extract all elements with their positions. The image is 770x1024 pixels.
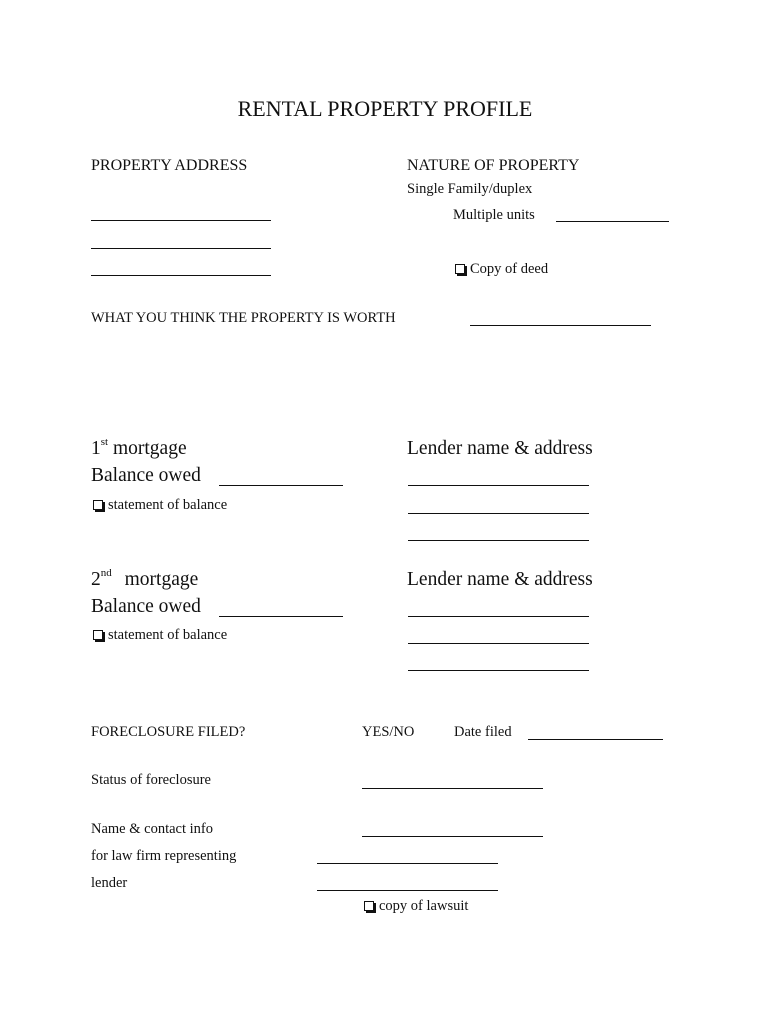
first-statement-item[interactable] bbox=[93, 497, 227, 514]
ordinal-suffix: nd bbox=[100, 567, 112, 579]
contact-info-field-3[interactable] bbox=[317, 890, 498, 891]
mortgage-word: mortgage bbox=[112, 438, 187, 459]
first-lender-line-2[interactable] bbox=[408, 513, 589, 514]
multiple-units-field[interactable] bbox=[556, 221, 669, 222]
page-title: RENTAL PROPERTY PROFILE bbox=[237, 96, 533, 121]
property-address-line-1[interactable] bbox=[91, 220, 271, 221]
multiple-units-label: Multiple units bbox=[453, 207, 535, 223]
copy-of-lawsuit-item[interactable] bbox=[364, 898, 468, 915]
property-address-line-2[interactable] bbox=[91, 248, 271, 249]
second-lender-label: Lender name & address bbox=[407, 569, 593, 590]
property-worth-label: WHAT YOU THINK THE PROPERTY IS WORTH bbox=[91, 310, 396, 326]
mortgage-word: mortgage bbox=[124, 569, 199, 590]
second-lender-line-2[interactable] bbox=[408, 643, 589, 644]
property-worth-field[interactable] bbox=[470, 325, 651, 326]
second-statement-label: statement of balance bbox=[108, 627, 228, 643]
copy-of-deed-label: Copy of deed bbox=[470, 261, 549, 277]
second-mortgage-heading bbox=[91, 569, 198, 591]
foreclosure-status-label: Status of foreclosure bbox=[91, 772, 211, 788]
contact-info-label-1: Name & contact info bbox=[91, 821, 213, 837]
copy-of-lawsuit-label: copy of lawsuit bbox=[379, 898, 469, 914]
second-statement-item[interactable] bbox=[93, 627, 227, 644]
single-family-option: Single Family/duplex bbox=[407, 181, 533, 197]
copy-of-deed-item[interactable] bbox=[455, 261, 548, 278]
ordinal-number: 2 bbox=[91, 569, 101, 590]
foreclosure-filed-label: FORECLOSURE FILED? bbox=[91, 724, 246, 740]
first-balance-field[interactable] bbox=[219, 485, 343, 486]
date-filed-label: Date filed bbox=[454, 724, 512, 740]
first-mortgage-heading bbox=[91, 438, 187, 460]
checkbox-icon[interactable] bbox=[455, 264, 465, 274]
first-statement-label: statement of balance bbox=[108, 497, 228, 513]
ordinal-number: 1 bbox=[91, 438, 101, 459]
second-lender-line-3[interactable] bbox=[408, 670, 589, 671]
property-address-label: PROPERTY ADDRESS bbox=[91, 157, 248, 174]
contact-info-field-2[interactable] bbox=[317, 863, 498, 864]
first-lender-line-1[interactable] bbox=[408, 485, 589, 486]
second-balance-field[interactable] bbox=[219, 616, 343, 617]
first-balance-label: Balance owed bbox=[91, 465, 201, 486]
checkbox-icon[interactable] bbox=[93, 630, 103, 640]
second-balance-label: Balance owed bbox=[91, 596, 201, 617]
foreclosure-status-field[interactable] bbox=[362, 788, 543, 789]
contact-info-field-1[interactable] bbox=[362, 836, 543, 837]
ordinal-suffix: st bbox=[100, 436, 109, 448]
checkbox-icon[interactable] bbox=[364, 901, 374, 911]
contact-info-label-3: lender bbox=[91, 875, 128, 891]
nature-of-property-label: NATURE OF PROPERTY bbox=[407, 157, 580, 174]
first-lender-label: Lender name & address bbox=[407, 438, 593, 459]
contact-info-label-2: for law firm representing bbox=[91, 848, 237, 864]
second-lender-line-1[interactable] bbox=[408, 616, 589, 617]
yes-no-label: YES/NO bbox=[362, 724, 415, 740]
date-filed-field[interactable] bbox=[528, 739, 663, 740]
first-lender-line-3[interactable] bbox=[408, 540, 589, 541]
checkbox-icon[interactable] bbox=[93, 500, 103, 510]
property-address-line-3[interactable] bbox=[91, 275, 271, 276]
